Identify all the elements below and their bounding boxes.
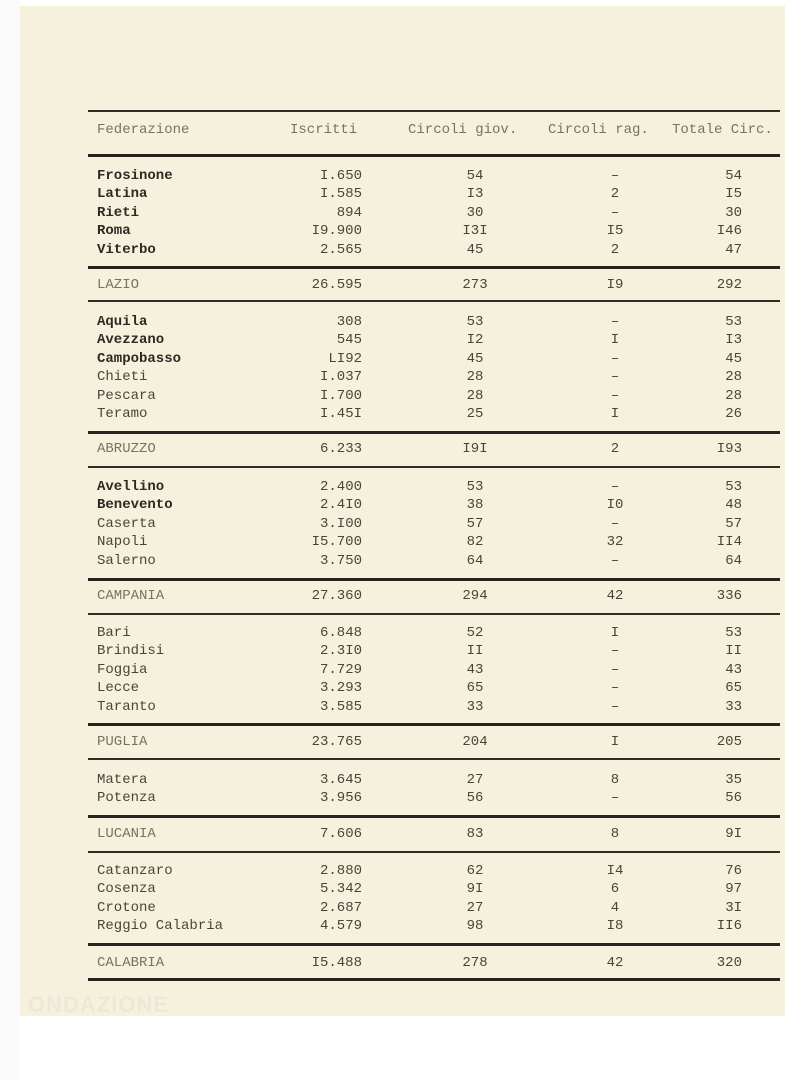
- row-federazione: Caserta: [97, 515, 156, 532]
- row-circoli-rag: I8: [606, 918, 624, 935]
- row-totale-circ: 35: [725, 772, 742, 788]
- row-iscritti: I.700: [319, 387, 362, 404]
- row-totale-circ: 33: [725, 698, 742, 715]
- row-circoli-giov: 62: [466, 863, 484, 879]
- row-circoli-giov: 56: [466, 790, 484, 807]
- header-totale-circ: Totale Circ.: [672, 122, 773, 138]
- total-bottom-rule: [88, 851, 780, 853]
- row-circoli-rag: I: [610, 332, 620, 349]
- header-circoli-rag: Circoli rag.: [548, 122, 649, 138]
- row-circoli-rag: I5: [606, 223, 624, 240]
- row-totale-circ: 28: [725, 387, 742, 404]
- row-totale-circ: 56: [725, 790, 742, 807]
- row-federazione: Aquila: [97, 314, 148, 330]
- row-circoli-giov: 82: [466, 534, 484, 551]
- group-separator-rule: [88, 266, 780, 269]
- row-totale-circ: 53: [725, 314, 742, 330]
- row-circoli-giov: II: [466, 643, 484, 660]
- total-iscritti: I5.488: [311, 955, 362, 971]
- total-iscritti: 23.765: [311, 734, 362, 750]
- group-separator-rule: [88, 815, 780, 818]
- total-circoli-giov: 278: [462, 955, 488, 971]
- group-separator-rule: [88, 943, 780, 946]
- row-iscritti: 308: [336, 314, 362, 330]
- row-circoli-giov: 64: [466, 552, 484, 569]
- row-circoli-giov: 53: [466, 314, 484, 330]
- row-iscritti: 894: [336, 204, 362, 221]
- row-federazione: Reggio Calabria: [97, 918, 224, 935]
- total-bottom-rule: [88, 466, 780, 468]
- row-totale-circ: 45: [725, 350, 742, 367]
- row-federazione: Frosinone: [97, 168, 173, 184]
- total-federazione: LUCANIA: [97, 826, 156, 842]
- row-totale-circ: 26: [725, 406, 742, 422]
- total-bottom-rule: [88, 300, 780, 302]
- header-circoli-giov: Circoli giov.: [408, 122, 518, 138]
- row-circoli-giov: 27: [466, 772, 484, 788]
- row-totale-circ: 76: [725, 863, 742, 879]
- row-circoli-rag: –: [610, 168, 620, 184]
- row-iscritti: 3.I00: [319, 515, 362, 532]
- row-circoli-rag: –: [610, 387, 620, 404]
- total-iscritti: 26.595: [311, 277, 362, 293]
- row-totale-circ: II: [725, 643, 742, 660]
- row-federazione: Crotone: [97, 899, 156, 916]
- row-circoli-rag: 2: [610, 241, 620, 258]
- row-federazione: Potenza: [97, 790, 156, 807]
- row-federazione: Chieti: [97, 369, 148, 386]
- row-iscritti: 3.293: [319, 680, 362, 697]
- row-federazione: Bari: [97, 625, 131, 641]
- row-federazione: Avellino: [97, 479, 165, 495]
- row-circoli-giov: I2: [466, 332, 484, 349]
- row-circoli-rag: I: [610, 625, 620, 641]
- row-circoli-giov: 28: [466, 369, 484, 386]
- row-federazione: Foggia: [97, 661, 148, 678]
- row-circoli-giov: 28: [466, 387, 484, 404]
- row-iscritti: 5.342: [319, 881, 362, 898]
- group-separator-rule: [88, 431, 780, 434]
- total-circoli-giov: 294: [462, 588, 488, 604]
- row-totale-circ: 64: [725, 552, 742, 569]
- row-federazione: Benevento: [97, 497, 173, 514]
- row-circoli-rag: –: [610, 643, 620, 660]
- total-bottom-rule: [88, 978, 780, 981]
- row-circoli-giov: 9I: [466, 881, 484, 898]
- row-circoli-giov: 45: [466, 350, 484, 367]
- total-iscritti: 27.360: [311, 588, 362, 604]
- row-circoli-rag: –: [610, 479, 620, 495]
- row-federazione: Salerno: [97, 552, 156, 569]
- watermark-text: ONDAZIONE: [28, 992, 169, 1017]
- row-totale-circ: 28: [725, 369, 742, 386]
- row-federazione: Viterbo: [97, 241, 156, 258]
- total-totale-circ: 205: [716, 734, 742, 750]
- row-iscritti: 3.585: [319, 698, 362, 715]
- total-circoli-rag: 8: [610, 826, 620, 842]
- total-iscritti: 7.606: [319, 826, 362, 842]
- row-totale-circ: 30: [725, 204, 742, 221]
- row-totale-circ: 3I: [725, 899, 742, 916]
- row-circoli-rag: –: [610, 552, 620, 569]
- row-circoli-giov: 38: [466, 497, 484, 514]
- total-federazione: ABRUZZO: [97, 441, 156, 457]
- group-separator-rule: [88, 578, 780, 581]
- row-iscritti: 2.880: [319, 863, 362, 879]
- row-circoli-giov: 52: [466, 625, 484, 641]
- row-circoli-rag: 4: [610, 899, 620, 916]
- row-totale-circ: 54: [725, 168, 742, 184]
- row-iscritti: 2.565: [319, 241, 362, 258]
- total-circoli-rag: 42: [606, 955, 624, 971]
- row-circoli-rag: –: [610, 515, 620, 532]
- row-circoli-rag: –: [610, 698, 620, 715]
- row-federazione: Rieti: [97, 204, 140, 221]
- total-circoli-giov: 83: [466, 826, 484, 842]
- row-totale-circ: I5: [725, 186, 742, 203]
- total-totale-circ: 320: [716, 955, 742, 971]
- row-federazione: Campobasso: [97, 350, 182, 367]
- total-circoli-rag: 42: [606, 588, 624, 604]
- row-circoli-giov: 54: [466, 168, 484, 184]
- total-totale-circ: 336: [716, 588, 742, 604]
- row-federazione: Matera: [97, 772, 148, 788]
- row-totale-circ: 48: [725, 497, 742, 514]
- row-federazione: Pescara: [97, 387, 156, 404]
- row-circoli-rag: 2: [610, 186, 620, 203]
- row-iscritti: 2.400: [319, 479, 362, 495]
- row-circoli-rag: –: [610, 661, 620, 678]
- total-totale-circ: 9I: [725, 826, 742, 842]
- row-totale-circ: I46: [716, 223, 742, 240]
- header-bottom-rule: [88, 154, 780, 157]
- row-iscritti: LI92: [328, 350, 362, 367]
- total-bottom-rule: [88, 758, 780, 760]
- page-margin: [0, 0, 20, 1080]
- row-circoli-rag: 32: [606, 534, 624, 551]
- row-totale-circ: 47: [725, 241, 742, 258]
- row-iscritti: 2.687: [319, 899, 362, 916]
- row-circoli-rag: I: [610, 406, 620, 422]
- total-totale-circ: 292: [716, 277, 742, 293]
- row-circoli-rag: –: [610, 314, 620, 330]
- row-iscritti: 6.848: [319, 625, 362, 641]
- row-circoli-rag: –: [610, 369, 620, 386]
- row-circoli-giov: 30: [466, 204, 484, 221]
- row-totale-circ: 97: [725, 881, 742, 898]
- row-circoli-giov: 45: [466, 241, 484, 258]
- total-circoli-giov: 273: [462, 277, 488, 293]
- row-circoli-rag: I0: [606, 497, 624, 514]
- header-iscritti: Iscritti: [290, 122, 358, 138]
- total-circoli-giov: I9I: [462, 441, 488, 457]
- row-circoli-rag: 8: [610, 772, 620, 788]
- row-iscritti: I.45I: [319, 406, 362, 422]
- row-federazione: Teramo: [97, 406, 148, 422]
- row-iscritti: 2.4I0: [319, 497, 362, 514]
- row-iscritti: 4.579: [319, 918, 362, 935]
- header-top-rule: [88, 110, 780, 112]
- total-circoli-rag: 2: [610, 441, 620, 457]
- row-totale-circ: 43: [725, 661, 742, 678]
- row-circoli-rag: –: [610, 790, 620, 807]
- row-federazione: Cosenza: [97, 881, 156, 898]
- row-totale-circ: 57: [725, 515, 742, 532]
- total-federazione: PUGLIA: [97, 734, 148, 750]
- row-federazione: Avezzano: [97, 332, 165, 349]
- row-federazione: Napoli: [97, 534, 148, 551]
- total-federazione: CALABRIA: [97, 955, 165, 971]
- row-totale-circ: 53: [725, 479, 742, 495]
- row-iscritti: 3.750: [319, 552, 362, 569]
- row-circoli-giov: 98: [466, 918, 484, 935]
- total-circoli-giov: 204: [462, 734, 488, 750]
- total-circoli-rag: I: [610, 734, 620, 750]
- row-iscritti: I5.700: [311, 534, 362, 551]
- total-federazione: CAMPANIA: [97, 588, 165, 604]
- group-separator-rule: [88, 723, 780, 726]
- row-federazione: Taranto: [97, 698, 156, 715]
- row-circoli-giov: 43: [466, 661, 484, 678]
- total-federazione: LAZIO: [97, 277, 140, 293]
- row-circoli-rag: –: [610, 350, 620, 367]
- row-iscritti: 545: [336, 332, 362, 349]
- row-federazione: Latina: [97, 186, 148, 203]
- row-circoli-giov: 53: [466, 479, 484, 495]
- row-iscritti: I9.900: [311, 223, 362, 240]
- row-federazione: Roma: [97, 223, 131, 240]
- row-totale-circ: I3: [725, 332, 742, 349]
- row-federazione: Catanzaro: [97, 863, 173, 879]
- row-circoli-rag: 6: [610, 881, 620, 898]
- row-circoli-giov: 65: [466, 680, 484, 697]
- total-totale-circ: I93: [716, 441, 742, 457]
- row-totale-circ: II4: [716, 534, 742, 551]
- row-totale-circ: 65: [725, 680, 742, 697]
- row-circoli-giov: 27: [466, 899, 484, 916]
- row-circoli-giov: I3: [466, 186, 484, 203]
- row-circoli-rag: –: [610, 680, 620, 697]
- row-totale-circ: 53: [725, 625, 742, 641]
- row-iscritti: 7.729: [319, 661, 362, 678]
- row-circoli-giov: 33: [466, 698, 484, 715]
- row-iscritti: 3.956: [319, 790, 362, 807]
- row-federazione: Lecce: [97, 680, 140, 697]
- row-federazione: Brindisi: [97, 643, 165, 660]
- row-totale-circ: II6: [716, 918, 742, 935]
- header-federazione: Federazione: [97, 122, 190, 138]
- row-circoli-rag: –: [610, 204, 620, 221]
- row-iscritti: I.037: [319, 369, 362, 386]
- row-iscritti: 2.3I0: [319, 643, 362, 660]
- row-circoli-giov: 25: [466, 406, 484, 422]
- row-circoli-giov: I3I: [462, 223, 488, 240]
- total-circoli-rag: I9: [606, 277, 624, 293]
- row-circoli-rag: I4: [606, 863, 624, 879]
- row-iscritti: 3.645: [319, 772, 362, 788]
- row-iscritti: I.585: [319, 186, 362, 203]
- total-bottom-rule: [88, 613, 780, 615]
- total-iscritti: 6.233: [319, 441, 362, 457]
- row-circoli-giov: 57: [466, 515, 484, 532]
- row-iscritti: I.650: [319, 168, 362, 184]
